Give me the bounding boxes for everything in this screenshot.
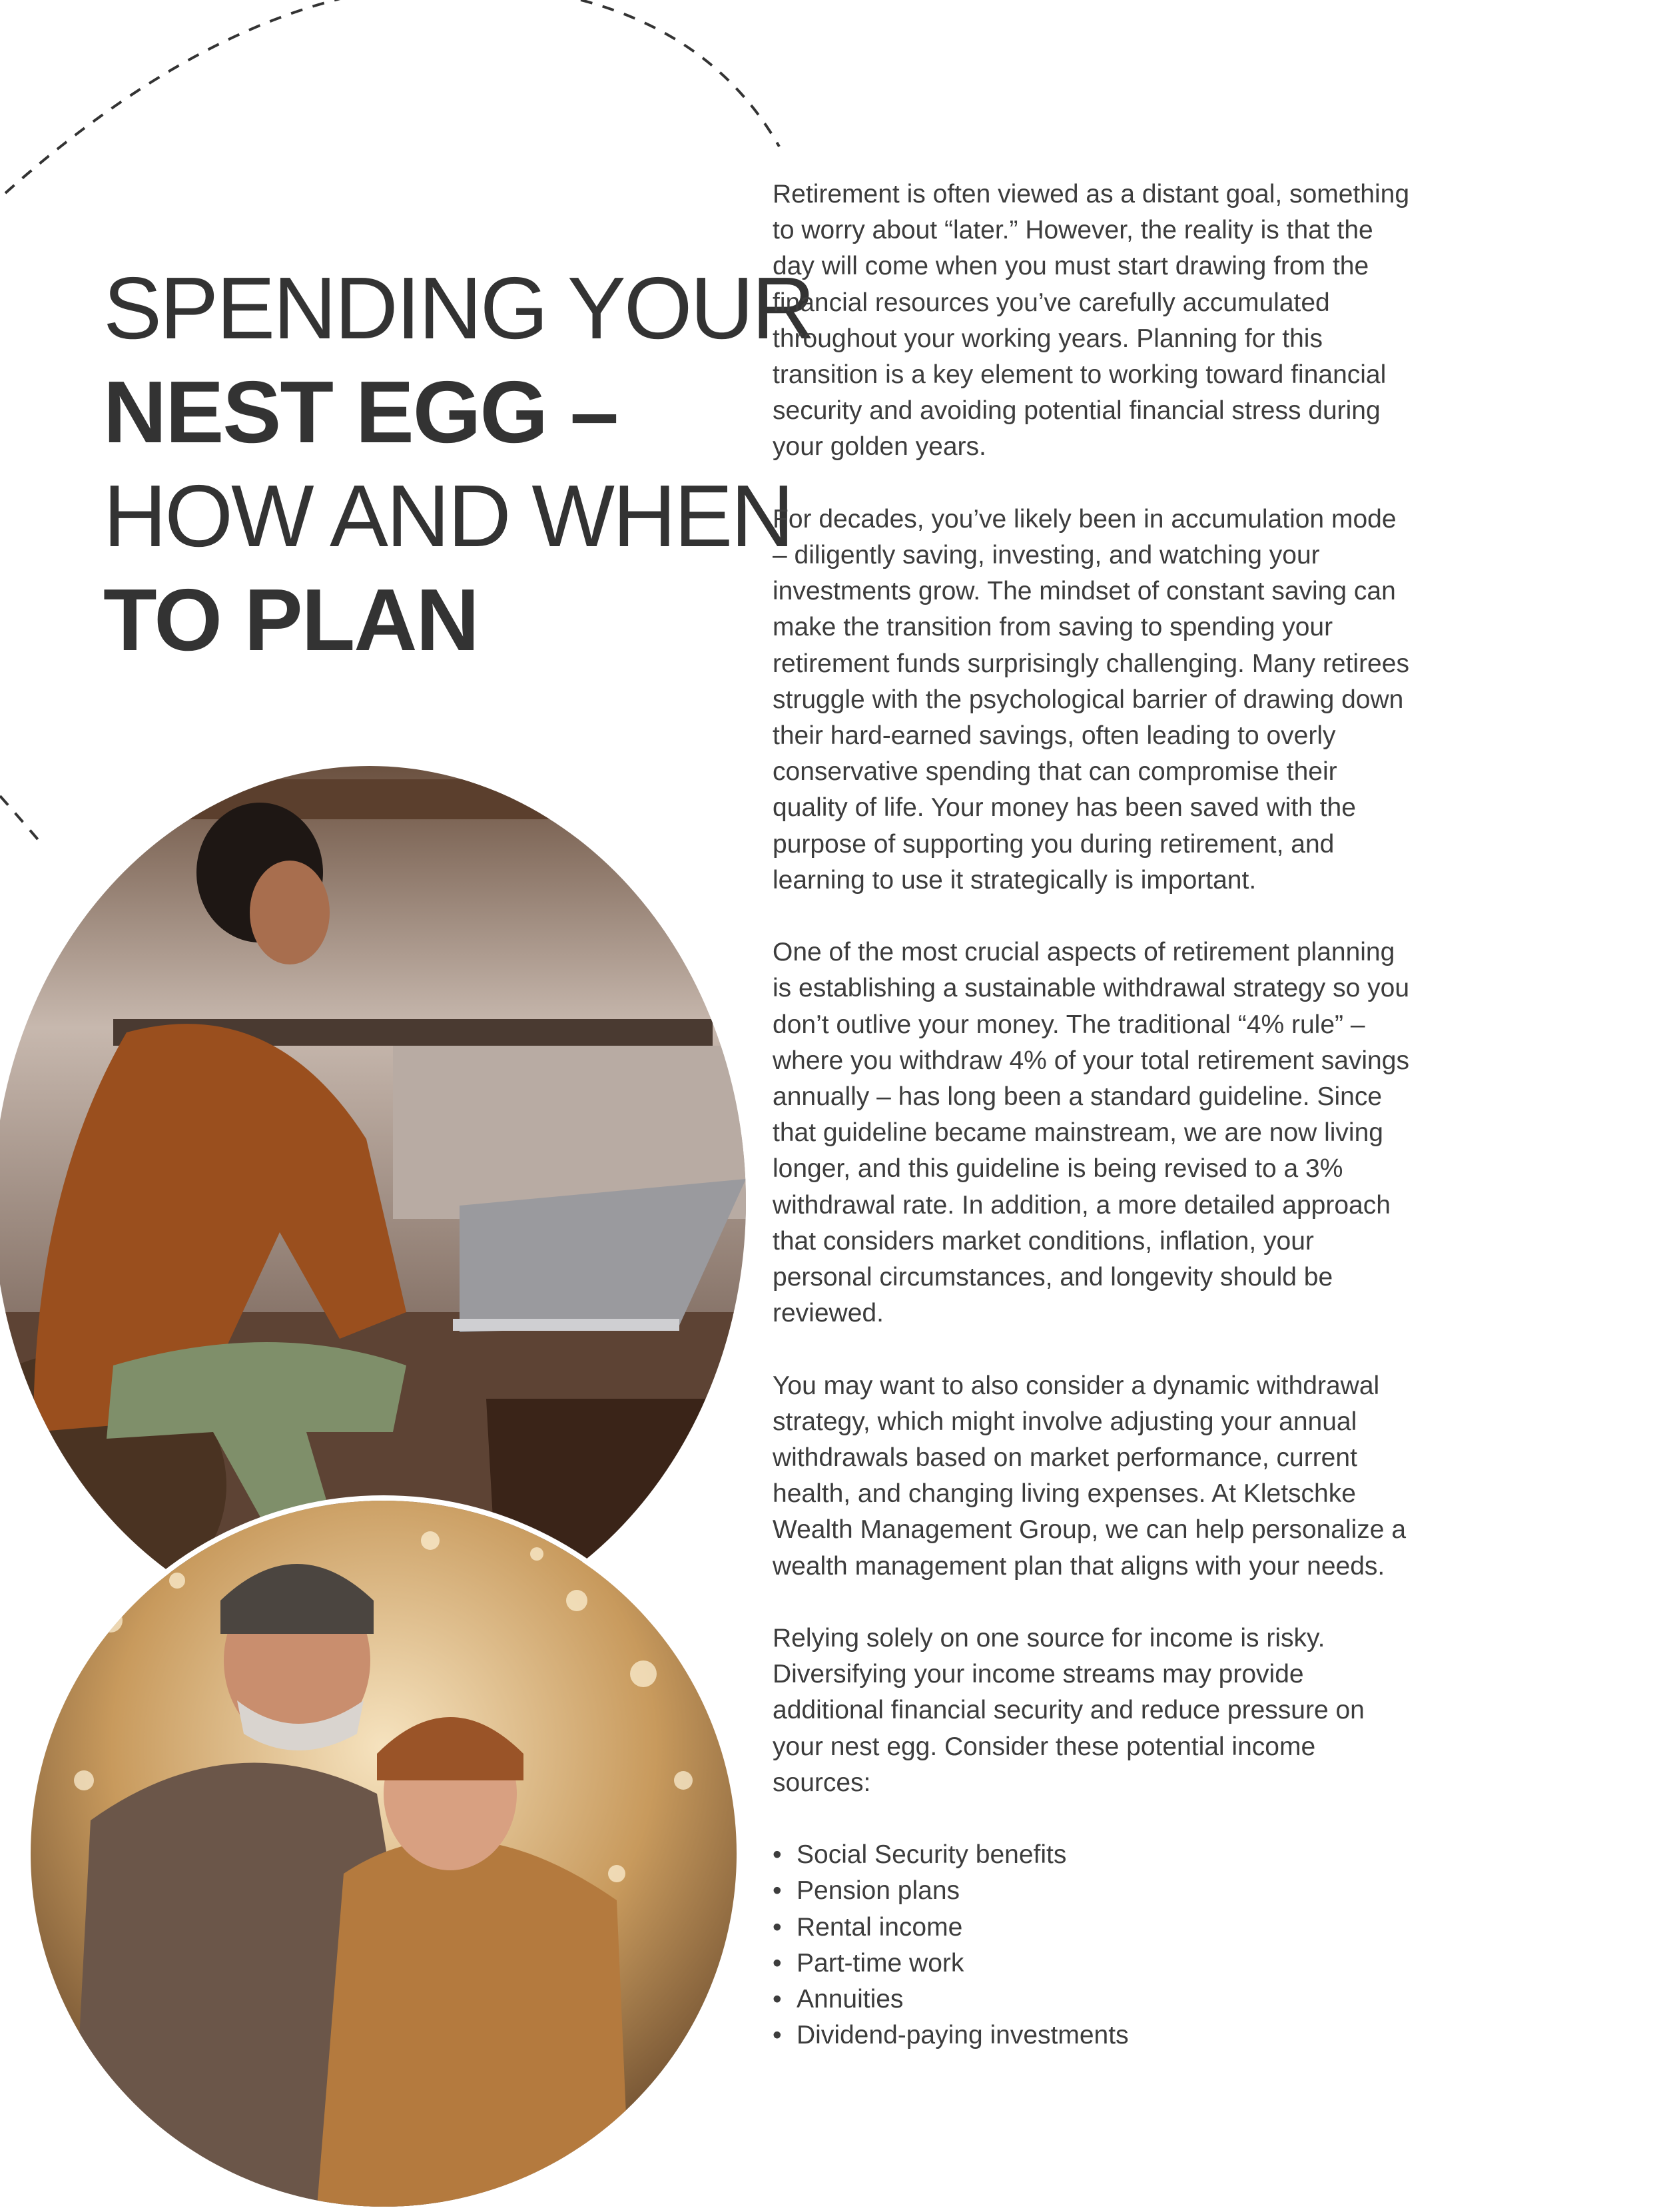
- list-item: • Part-time work: [773, 1946, 1412, 1982]
- list-item: • Social Security benefits: [773, 1837, 1412, 1873]
- paragraph-dynamic-withdrawal: You may want to also consider a dynamic withdrawal strategy, which might involve adjusting your annual withdrawals based on market performance, current health, and changing living expenses. At Kletschke Wealth Management Group, we can help personalize a wealth management plan that aligns with your needs.: [773, 1371, 1407, 1581]
- paragraph-accumulation: For decades, you’ve likely been in accumulation mode – diligently saving, investing, and watching your investments grow. The mindset of constant saving can make the transition from saving to spending your retirement funds surprisingly challenging. Many retirees struggle with the psychological barrier of drawing down their hard-earned savings, often leading to overly conservative spending that can compromise their quality of life. Your money has been saved with the purpose of supporting you during retirement, and learning to use it strategically is important.: [773, 504, 1409, 895]
- article-body: [773, 177, 1412, 2053]
- title-line-3: HOW AND WHEN: [103, 467, 793, 565]
- title-line-1: SPENDING YOUR: [103, 259, 814, 357]
- paragraph-intro: Retirement is often viewed as a distant goal, something to worry about “later.” However, the reality is that the day will come when you must start drawing from the financial resources you’ve carefully accumulated throughout your working years. Planning for this transition is a key element to working toward financial security and avoiding potential financial stress during your golden years.: [773, 180, 1410, 462]
- photo-couple-lights: [25, 1495, 742, 2212]
- title-line-4: TO PLAN: [103, 571, 478, 669]
- list-item: • Dividend-paying investments: [773, 2018, 1412, 2053]
- title-line-2: NEST EGG –: [103, 363, 618, 461]
- list-item: • Rental income: [773, 1910, 1412, 1946]
- list-item: • Pension plans: [773, 1873, 1412, 1909]
- income-sources-list: [773, 1837, 1412, 2053]
- page-title: [103, 256, 814, 672]
- list-item: • Annuities: [773, 1982, 1412, 2018]
- paragraph-withdrawal-strategy: One of the most crucial aspects of retirement planning is establishing a sustainable withdrawal strategy so you don’t outlive your money. The traditional “4% rule” – where you withdraw 4% of your total retirement savings annually – has long been a standard guideline. Since that guideline became mainstream, we are now living longer, and this guideline is being revised to a 3% withdrawal rate. In addition, a more detailed approach that considers market conditions, inflation, your personal circumstances, and longevity should be reviewed.: [773, 938, 1410, 1328]
- paragraph-diversify-income: Relying solely on one source for income is risky. Diversifying your income streams may provide additional financial security and reduce pressure on your nest egg. Consider these potential income sources:: [773, 1624, 1365, 1797]
